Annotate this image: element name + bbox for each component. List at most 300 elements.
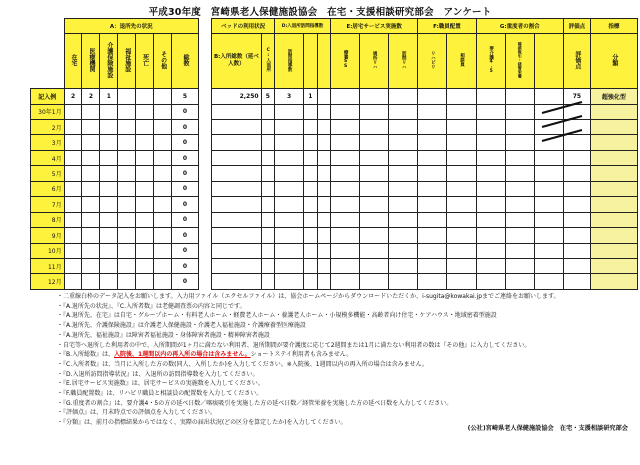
input-cell[interactable]: [100, 181, 118, 196]
input-cell[interactable]: [212, 166, 261, 181]
input-cell[interactable]: [275, 166, 304, 181]
zero-cell: 0: [172, 181, 199, 196]
col-f-rihabiri: リハビリ: [418, 34, 447, 89]
input-cell[interactable]: [418, 181, 447, 196]
input-cell[interactable]: [476, 150, 505, 165]
input-cell[interactable]: [64, 181, 82, 196]
month-label: 30年1月: [31, 104, 65, 119]
input-cell[interactable]: [331, 135, 360, 150]
zero-cell: 0: [172, 135, 199, 150]
input-cell[interactable]: [447, 212, 476, 227]
input-cell[interactable]: [82, 150, 100, 165]
input-cell[interactable]: [154, 166, 172, 181]
input-cell[interactable]: [64, 274, 82, 290]
input-cell[interactable]: [389, 120, 418, 135]
input-cell[interactable]: [317, 166, 330, 181]
input-cell[interactable]: [100, 258, 118, 273]
input-cell[interactable]: [447, 274, 476, 290]
input-cell[interactable]: [261, 212, 274, 227]
input-cell[interactable]: [534, 258, 563, 273]
input-cell[interactable]: [476, 228, 505, 243]
input-cell[interactable]: [505, 135, 534, 150]
input-cell[interactable]: [360, 197, 389, 212]
zero-cell: 0: [172, 104, 199, 119]
col-e-houmon: 訪問リハ: [389, 34, 418, 89]
input-cell[interactable]: [447, 243, 476, 258]
input-cell[interactable]: [331, 150, 360, 165]
note-line: ・『分類』は、前月の指標結果からではなく、実際の届出状況(どの区分を算定したか)を入力してください。: [57, 419, 347, 427]
input-cell[interactable]: [275, 212, 304, 227]
input-cell[interactable]: [563, 120, 590, 135]
input-cell[interactable]: [82, 120, 100, 135]
index-cell[interactable]: [590, 104, 637, 119]
input-cell[interactable]: [505, 228, 534, 243]
input-cell[interactable]: [447, 258, 476, 273]
input-cell[interactable]: [418, 274, 447, 290]
input-cell[interactable]: [418, 120, 447, 135]
input-cell[interactable]: [534, 181, 563, 196]
input-cell[interactable]: [505, 120, 534, 135]
input-cell[interactable]: [418, 228, 447, 243]
input-cell[interactable]: [563, 150, 590, 165]
input-cell[interactable]: [360, 120, 389, 135]
input-cell[interactable]: [64, 258, 82, 273]
col-medical: 医療機関: [82, 34, 100, 89]
input-cell[interactable]: [136, 243, 154, 258]
input-cell[interactable]: [447, 150, 476, 165]
month-label: 3月: [31, 135, 65, 150]
note-line: ・自宅等へ退所した利用者の中で、入所期間が1ヶ月に満たない利用者、退所期間が要介護度に応じて2週間または1月に満たない利用者の数は『その他』に入力してください。: [57, 341, 531, 349]
col-home: 在宅: [64, 34, 82, 89]
input-cell[interactable]: [82, 104, 100, 119]
col-b-total: B:入所総数（延べ人数）: [212, 34, 261, 89]
input-cell[interactable]: [563, 104, 590, 119]
index-cell[interactable]: [590, 150, 637, 165]
input-cell[interactable]: [360, 228, 389, 243]
input-cell[interactable]: [212, 104, 261, 119]
input-cell[interactable]: [261, 135, 274, 150]
input-cell[interactable]: [82, 274, 100, 290]
input-cell[interactable]: [100, 228, 118, 243]
input-cell[interactable]: [360, 135, 389, 150]
input-cell[interactable]: [331, 197, 360, 212]
input-cell[interactable]: [212, 197, 261, 212]
note-line: ・『A.退所先の状況』、『C.入所者数』は老健調査票の内容と同じです。: [57, 302, 246, 310]
input-cell[interactable]: [212, 212, 261, 227]
input-cell[interactable]: [136, 135, 154, 150]
input-cell[interactable]: [212, 243, 261, 258]
month-row: [31, 135, 638, 150]
input-cell[interactable]: [100, 104, 118, 119]
input-cell[interactable]: [118, 228, 136, 243]
input-cell[interactable]: [505, 181, 534, 196]
input-cell[interactable]: [389, 274, 418, 290]
input-cell[interactable]: [118, 243, 136, 258]
input-cell[interactable]: [136, 258, 154, 273]
input-cell[interactable]: [534, 104, 563, 119]
input-cell[interactable]: [317, 197, 330, 212]
input-cell[interactable]: [261, 274, 274, 290]
index-cell[interactable]: [590, 120, 637, 135]
index-cell[interactable]: [590, 181, 637, 196]
month-row: [31, 228, 638, 243]
col-g-kyuin: 喀痰吸引・経管栄養: [505, 34, 534, 89]
index-cell[interactable]: [590, 197, 637, 212]
input-cell[interactable]: [64, 120, 82, 135]
input-cell[interactable]: [154, 150, 172, 165]
input-cell[interactable]: [82, 243, 100, 258]
input-cell[interactable]: [118, 181, 136, 196]
input-cell[interactable]: [118, 274, 136, 290]
input-cell[interactable]: [212, 135, 261, 150]
input-cell[interactable]: [476, 120, 505, 135]
col-other: その他: [154, 34, 172, 89]
input-cell[interactable]: [154, 197, 172, 212]
input-cell[interactable]: [534, 243, 563, 258]
input-cell[interactable]: [100, 274, 118, 290]
input-cell[interactable]: [136, 212, 154, 227]
zero-cell: 0: [172, 197, 199, 212]
input-cell[interactable]: [317, 274, 330, 290]
input-cell[interactable]: [317, 228, 330, 243]
input-cell[interactable]: [275, 104, 304, 119]
input-cell[interactable]: [331, 166, 360, 181]
input-cell[interactable]: [476, 258, 505, 273]
input-cell[interactable]: [563, 166, 590, 181]
input-cell[interactable]: [389, 166, 418, 181]
input-cell[interactable]: [317, 258, 330, 273]
input-cell[interactable]: [154, 274, 172, 290]
input-cell[interactable]: [304, 197, 317, 212]
input-cell[interactable]: [476, 181, 505, 196]
input-cell[interactable]: [275, 120, 304, 135]
input-cell[interactable]: [476, 135, 505, 150]
input-cell[interactable]: [212, 258, 261, 273]
col-index: 分類: [590, 34, 637, 89]
input-cell[interactable]: [154, 104, 172, 119]
input-cell[interactable]: [360, 274, 389, 290]
input-cell[interactable]: [100, 150, 118, 165]
input-cell[interactable]: [447, 197, 476, 212]
input-cell[interactable]: [331, 274, 360, 290]
input-cell[interactable]: [118, 135, 136, 150]
index-cell[interactable]: [590, 274, 637, 290]
input-cell[interactable]: [136, 274, 154, 290]
index-cell[interactable]: [590, 228, 637, 243]
input-cell[interactable]: [534, 228, 563, 243]
input-cell[interactable]: [389, 212, 418, 227]
input-cell[interactable]: [331, 212, 360, 227]
input-cell[interactable]: [331, 104, 360, 119]
col-c: C:入退所: [261, 34, 274, 89]
input-cell[interactable]: [261, 150, 274, 165]
input-cell[interactable]: [418, 243, 447, 258]
group-g-header: G:重度者の割合: [476, 19, 563, 34]
input-cell[interactable]: [212, 181, 261, 196]
input-cell[interactable]: [275, 243, 304, 258]
month-row: [31, 243, 638, 258]
input-cell[interactable]: [563, 181, 590, 196]
input-cell[interactable]: [447, 228, 476, 243]
input-cell[interactable]: [136, 120, 154, 135]
col-score: 評価点: [563, 34, 590, 89]
input-cell[interactable]: [82, 166, 100, 181]
input-cell[interactable]: [418, 166, 447, 181]
input-cell[interactable]: [476, 243, 505, 258]
input-cell[interactable]: [317, 150, 330, 165]
input-cell[interactable]: [505, 197, 534, 212]
input-cell[interactable]: [447, 120, 476, 135]
input-cell[interactable]: [304, 120, 317, 135]
input-cell[interactable]: [118, 212, 136, 227]
input-cell[interactable]: [275, 228, 304, 243]
input-cell[interactable]: [64, 228, 82, 243]
input-cell[interactable]: [304, 135, 317, 150]
input-cell[interactable]: [476, 212, 505, 227]
month-row: [31, 120, 638, 135]
month-row: [31, 150, 638, 165]
index-cell[interactable]: [590, 135, 637, 150]
input-cell[interactable]: [563, 243, 590, 258]
input-cell[interactable]: [275, 274, 304, 290]
note-emphasis: 入院後、1週間以内の再入所の場合は含みません。: [114, 351, 251, 359]
input-cell[interactable]: [418, 258, 447, 273]
input-cell[interactable]: [154, 258, 172, 273]
note-line: ・『F.職員配置数』は、リハビリ職員と相談員の配置数を入力してください。: [57, 390, 263, 398]
input-cell[interactable]: [261, 228, 274, 243]
input-cell[interactable]: [418, 212, 447, 227]
index-cell[interactable]: [590, 258, 637, 273]
group-e-header: E:居宅サービス実施数: [331, 19, 418, 34]
input-cell[interactable]: [534, 274, 563, 290]
input-cell[interactable]: [136, 104, 154, 119]
input-cell[interactable]: [505, 274, 534, 290]
input-cell[interactable]: [317, 243, 330, 258]
input-cell[interactable]: [563, 212, 590, 227]
input-cell[interactable]: [418, 104, 447, 119]
input-cell[interactable]: [261, 243, 274, 258]
input-cell[interactable]: [304, 274, 317, 290]
input-cell[interactable]: [118, 120, 136, 135]
input-cell[interactable]: [261, 104, 274, 119]
index-cell[interactable]: [590, 212, 637, 227]
input-cell[interactable]: [505, 150, 534, 165]
input-cell[interactable]: [563, 135, 590, 150]
input-cell[interactable]: [304, 166, 317, 181]
example-label: 記入例: [31, 89, 65, 104]
index-cell[interactable]: [590, 166, 637, 181]
input-cell[interactable]: [212, 274, 261, 290]
input-cell[interactable]: [476, 274, 505, 290]
input-cell[interactable]: [534, 120, 563, 135]
input-cell[interactable]: [389, 135, 418, 150]
input-cell[interactable]: [275, 258, 304, 273]
input-cell[interactable]: [563, 197, 590, 212]
input-cell[interactable]: [261, 258, 274, 273]
input-cell[interactable]: [136, 150, 154, 165]
input-cell[interactable]: [476, 166, 505, 181]
input-cell[interactable]: [389, 181, 418, 196]
input-cell[interactable]: [118, 166, 136, 181]
input-cell[interactable]: [100, 212, 118, 227]
input-cell[interactable]: [389, 150, 418, 165]
input-cell[interactable]: [64, 243, 82, 258]
input-cell[interactable]: [100, 120, 118, 135]
input-cell[interactable]: [447, 104, 476, 119]
input-cell[interactable]: [360, 212, 389, 227]
input-cell[interactable]: [360, 243, 389, 258]
index-cell[interactable]: [590, 243, 637, 258]
input-cell[interactable]: [100, 135, 118, 150]
zero-cell: 0: [172, 120, 199, 135]
input-cell[interactable]: [136, 197, 154, 212]
note-line: ・『B.入所総数』は、入院後、1週間以内の再入所の場合は含みません。ショートステイ利用者も含みません。: [57, 351, 353, 359]
input-cell[interactable]: [389, 104, 418, 119]
input-cell[interactable]: [317, 135, 330, 150]
input-cell[interactable]: [136, 166, 154, 181]
input-cell[interactable]: [261, 166, 274, 181]
input-cell[interactable]: [418, 135, 447, 150]
input-cell[interactable]: [261, 197, 274, 212]
input-cell[interactable]: [261, 181, 274, 196]
input-cell[interactable]: [360, 181, 389, 196]
input-cell[interactable]: [534, 150, 563, 165]
input-cell[interactable]: [136, 181, 154, 196]
input-cell[interactable]: [212, 228, 261, 243]
input-cell[interactable]: [304, 181, 317, 196]
input-cell[interactable]: [118, 104, 136, 119]
input-cell[interactable]: [304, 104, 317, 119]
input-cell[interactable]: [534, 135, 563, 150]
month-row: [31, 104, 638, 119]
input-cell[interactable]: [304, 243, 317, 258]
input-cell[interactable]: [331, 243, 360, 258]
input-cell[interactable]: [360, 166, 389, 181]
month-label: 9月: [31, 228, 65, 243]
input-cell[interactable]: [64, 135, 82, 150]
input-cell[interactable]: [563, 274, 590, 290]
input-cell[interactable]: [534, 212, 563, 227]
input-cell[interactable]: [118, 150, 136, 165]
input-cell[interactable]: [261, 120, 274, 135]
input-cell[interactable]: [154, 212, 172, 227]
input-cell[interactable]: [505, 212, 534, 227]
input-cell[interactable]: [317, 212, 330, 227]
input-cell[interactable]: [389, 228, 418, 243]
input-cell[interactable]: [64, 166, 82, 181]
input-cell[interactable]: [100, 166, 118, 181]
input-cell[interactable]: [82, 258, 100, 273]
input-cell[interactable]: [317, 181, 330, 196]
input-cell[interactable]: [82, 181, 100, 196]
col-f-soudan: 相談員: [447, 34, 476, 89]
input-cell[interactable]: [64, 212, 82, 227]
input-cell[interactable]: [360, 104, 389, 119]
month-row: [31, 197, 638, 212]
input-cell[interactable]: [82, 212, 100, 227]
input-cell[interactable]: [304, 258, 317, 273]
input-cell[interactable]: [389, 197, 418, 212]
zero-cell: 0: [172, 243, 199, 258]
input-cell[interactable]: [154, 181, 172, 196]
input-cell[interactable]: [534, 166, 563, 181]
input-cell[interactable]: [275, 150, 304, 165]
input-cell[interactable]: [317, 104, 330, 119]
input-cell[interactable]: [136, 228, 154, 243]
input-cell[interactable]: [304, 228, 317, 243]
input-cell[interactable]: [82, 197, 100, 212]
input-cell[interactable]: [317, 120, 330, 135]
input-cell[interactable]: [563, 258, 590, 273]
input-cell[interactable]: [331, 258, 360, 273]
input-cell[interactable]: [275, 181, 304, 196]
input-cell[interactable]: [505, 166, 534, 181]
input-cell[interactable]: [212, 150, 261, 165]
score-header: 評価点: [563, 19, 590, 34]
zero-cell: 0: [172, 166, 199, 181]
input-cell[interactable]: [505, 104, 534, 119]
input-cell[interactable]: [64, 150, 82, 165]
month-row: [31, 181, 638, 196]
input-cell[interactable]: [534, 197, 563, 212]
note-line: ・『A.退所先、福祉施設』は障害者福祉施設・身体障害者施設・精神障害者施設: [57, 331, 270, 339]
input-cell[interactable]: [389, 258, 418, 273]
input-cell[interactable]: [331, 181, 360, 196]
input-cell[interactable]: [64, 104, 82, 119]
input-cell[interactable]: [118, 258, 136, 273]
input-cell[interactable]: [212, 120, 261, 135]
input-cell[interactable]: [476, 197, 505, 212]
input-cell[interactable]: [447, 166, 476, 181]
input-cell[interactable]: [563, 228, 590, 243]
input-cell[interactable]: [304, 150, 317, 165]
input-cell[interactable]: [447, 181, 476, 196]
input-cell[interactable]: [275, 197, 304, 212]
input-cell[interactable]: [447, 135, 476, 150]
input-cell[interactable]: [304, 212, 317, 227]
zero-cell: 0: [172, 228, 199, 243]
input-cell[interactable]: [360, 258, 389, 273]
input-cell[interactable]: [118, 197, 136, 212]
col-welfare: 福祉施設: [118, 34, 136, 89]
input-cell[interactable]: [154, 135, 172, 150]
input-cell[interactable]: [64, 197, 82, 212]
input-cell[interactable]: [505, 243, 534, 258]
zero-cell: 0: [172, 150, 199, 165]
col-d-visit: 訪問指導数: [275, 34, 304, 89]
input-cell[interactable]: [418, 150, 447, 165]
input-cell[interactable]: [100, 243, 118, 258]
input-cell[interactable]: [360, 150, 389, 165]
input-cell[interactable]: [154, 120, 172, 135]
input-cell[interactable]: [82, 228, 100, 243]
input-cell[interactable]: [505, 258, 534, 273]
input-cell[interactable]: [82, 135, 100, 150]
col-total: 総数: [172, 34, 199, 89]
input-cell[interactable]: [476, 104, 505, 119]
col-g-heavy: 要介護4・5: [476, 34, 505, 89]
input-cell[interactable]: [100, 197, 118, 212]
input-cell[interactable]: [418, 197, 447, 212]
page-title: 平成30年度 宮崎県老人保健施設協会 在宅・支援相談研究部会 アンケート: [148, 7, 492, 18]
month-label: 7月: [31, 197, 65, 212]
input-cell[interactable]: [389, 243, 418, 258]
input-cell[interactable]: [154, 228, 172, 243]
input-cell[interactable]: [154, 243, 172, 258]
input-cell[interactable]: [331, 228, 360, 243]
input-cell[interactable]: [275, 135, 304, 150]
input-cell[interactable]: [331, 120, 360, 135]
